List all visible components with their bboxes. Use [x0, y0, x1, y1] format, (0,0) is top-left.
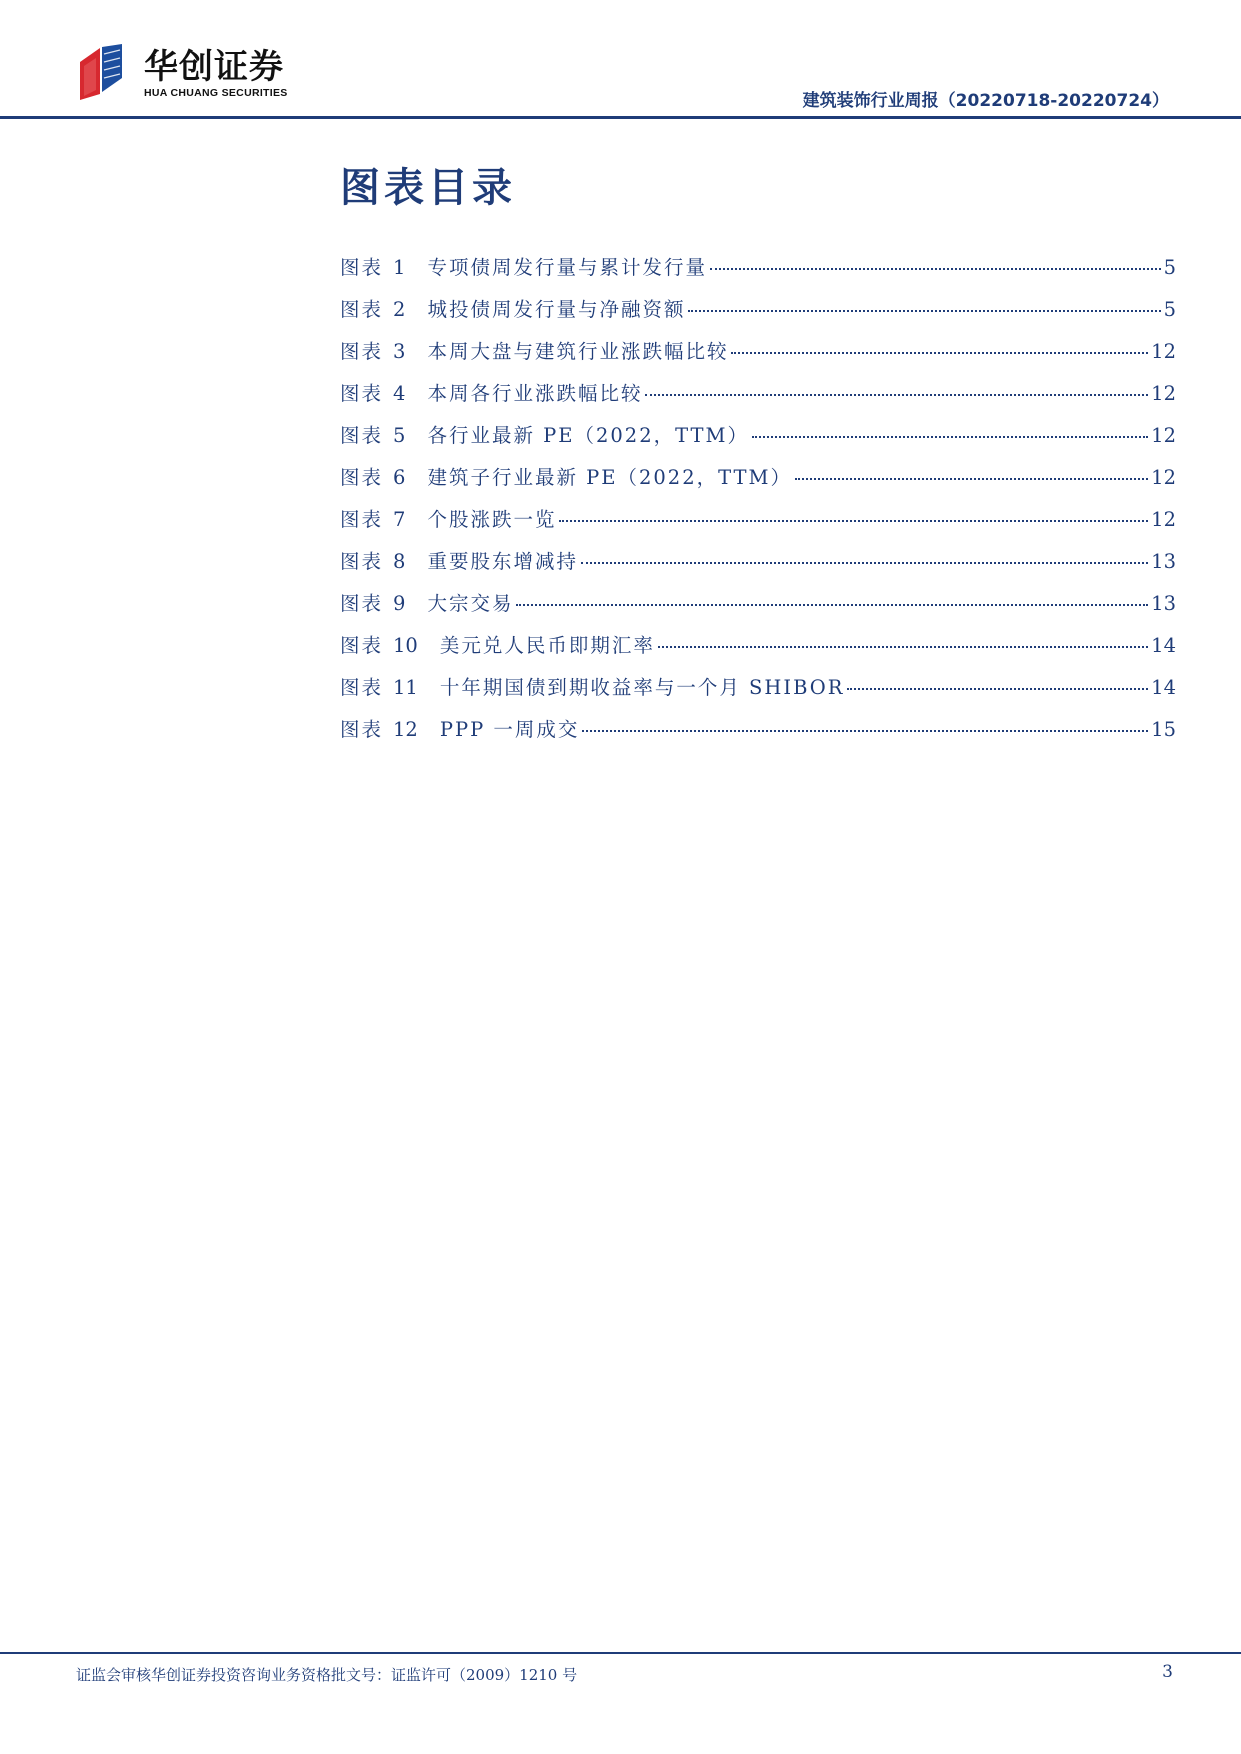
- toc-label: 图表: [340, 256, 384, 279]
- toc-leader-dots: [516, 604, 1148, 606]
- toc-page-number: 12: [1151, 340, 1176, 363]
- toc-page-number: 12: [1151, 466, 1176, 489]
- toc-page-number: 15: [1151, 718, 1176, 741]
- toc-figure-title: 城投债周发行量与净融资额: [427, 298, 686, 321]
- figure-toc-list: [340, 252, 1176, 756]
- toc-figure-title: 各行业最新 PE（2022，TTM）: [427, 424, 749, 447]
- toc-label: 图表: [340, 340, 384, 363]
- toc-page-number: 12: [1151, 508, 1176, 531]
- toc-leader-dots: [559, 520, 1148, 522]
- toc-page-number: 14: [1151, 676, 1176, 699]
- toc-figure-number: 3: [393, 340, 406, 363]
- toc-page-number: 14: [1151, 634, 1176, 657]
- toc-figure-title: 大宗交易: [427, 592, 514, 615]
- toc-figure-number: 8: [393, 550, 406, 573]
- toc-entry-3[interactable]: [340, 336, 1176, 378]
- toc-figure-number: 1: [393, 256, 406, 279]
- footer-divider: [0, 1652, 1241, 1654]
- toc-entry-12[interactable]: [340, 714, 1176, 756]
- toc-entry-6[interactable]: [340, 462, 1176, 504]
- report-title: 建筑装饰行业周报（20220718-20220724）: [802, 91, 1169, 111]
- toc-page-number: 12: [1151, 382, 1176, 405]
- toc-page-number: 12: [1151, 424, 1176, 447]
- toc-entry-4[interactable]: [340, 378, 1176, 420]
- toc-label: 图表: [340, 382, 384, 405]
- toc-leader-dots: [752, 436, 1148, 438]
- toc-label: 图表: [340, 424, 384, 447]
- toc-page-number: 13: [1151, 592, 1176, 615]
- footer-license-text: 证监会审核华创证券投资咨询业务资格批文号：证监许可（2009）1210 号: [76, 1666, 578, 1684]
- toc-figure-number: 6: [393, 466, 406, 489]
- toc-figure-number: 11: [393, 676, 418, 699]
- toc-leader-dots: [795, 478, 1148, 480]
- toc-figure-title: 本周大盘与建筑行业涨跌幅比较: [427, 340, 729, 363]
- toc-entry-7[interactable]: [340, 504, 1176, 546]
- toc-leader-dots: [731, 352, 1148, 354]
- toc-entry-10[interactable]: [340, 630, 1176, 672]
- page-header: [0, 0, 1241, 120]
- hua-chuang-logo-icon: [78, 44, 136, 102]
- toc-leader-dots: [658, 646, 1148, 648]
- toc-figure-number: 12: [393, 718, 418, 741]
- toc-label: 图表: [340, 298, 384, 321]
- toc-label: 图表: [340, 676, 384, 699]
- toc-figure-number: 7: [393, 508, 406, 531]
- toc-label: 图表: [340, 508, 384, 531]
- toc-entry-8[interactable]: [340, 546, 1176, 588]
- page-number: 3: [1162, 1662, 1173, 1682]
- toc-label: 图表: [340, 550, 384, 573]
- toc-figure-number: 5: [393, 424, 406, 447]
- toc-figure-title: 十年期国债到期收益率与一个月 SHIBOR: [439, 676, 845, 699]
- toc-figure-number: 10: [393, 634, 418, 657]
- toc-page-number: 5: [1163, 298, 1176, 321]
- toc-entry-5[interactable]: [340, 420, 1176, 462]
- company-logo: [78, 44, 288, 102]
- logo-chinese-name: 华创证券: [144, 47, 284, 87]
- toc-leader-dots: [581, 562, 1148, 564]
- toc-figure-title: 美元兑人民币即期汇率: [439, 634, 655, 657]
- toc-entry-9[interactable]: [340, 588, 1176, 630]
- logo-english-name: HUA CHUANG SECURITIES: [144, 87, 288, 99]
- toc-figure-number: 9: [393, 592, 406, 615]
- toc-figure-title: 重要股东增减持: [427, 550, 578, 573]
- toc-leader-dots: [710, 268, 1161, 270]
- toc-figure-number: 4: [393, 382, 406, 405]
- toc-figure-number: 2: [393, 298, 406, 321]
- toc-figure-title: 本周各行业涨跌幅比较: [427, 382, 643, 405]
- toc-label: 图表: [340, 466, 384, 489]
- toc-label: 图表: [340, 592, 384, 615]
- header-divider: [0, 116, 1241, 119]
- toc-leader-dots: [688, 310, 1160, 312]
- toc-entry-2[interactable]: [340, 294, 1176, 336]
- toc-heading: 图表目录: [340, 164, 516, 211]
- toc-leader-dots: [645, 394, 1148, 396]
- toc-entry-11[interactable]: [340, 672, 1176, 714]
- toc-entry-1[interactable]: [340, 252, 1176, 294]
- toc-label: 图表: [340, 634, 384, 657]
- toc-figure-title: 专项债周发行量与累计发行量: [427, 256, 707, 279]
- toc-figure-title: 建筑子行业最新 PE（2022，TTM）: [427, 466, 792, 489]
- toc-label: 图表: [340, 718, 384, 741]
- toc-leader-dots: [582, 730, 1148, 732]
- toc-figure-title: 个股涨跌一览: [427, 508, 557, 531]
- toc-figure-title: PPP 一周成交: [439, 718, 580, 741]
- toc-page-number: 5: [1163, 256, 1176, 279]
- toc-page-number: 13: [1151, 550, 1176, 573]
- toc-leader-dots: [847, 688, 1148, 690]
